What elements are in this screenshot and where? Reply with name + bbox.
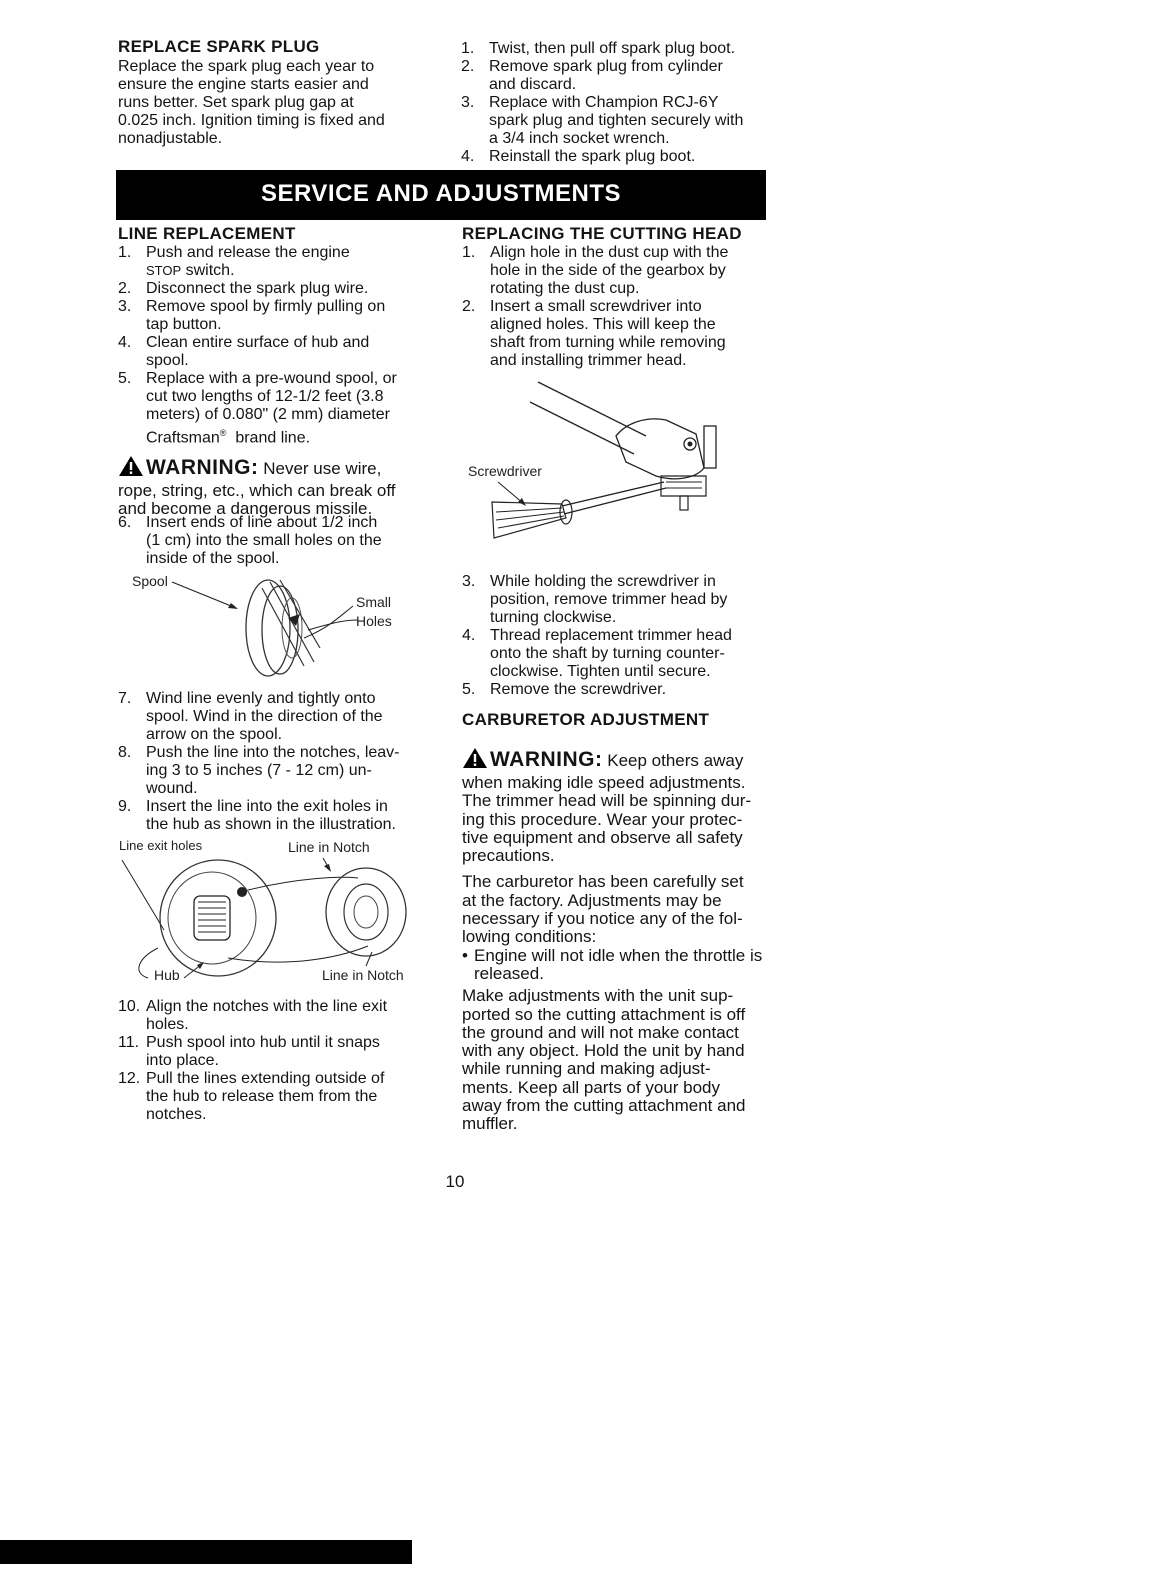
warning-text: when making idle speed adjustments. The trimmer head will be spinning dur- ing this procedure. Wear your protec- tive equipment and observe all safety precautions. (462, 773, 752, 866)
warning-icon (462, 747, 488, 769)
warning-block: WARNING: Keep others away (462, 747, 782, 774)
carburetor-section (462, 710, 782, 1134)
spool-label: Spool (132, 573, 168, 589)
list-item: 1. Push and release the engine STOP switch. (118, 244, 350, 279)
screwdriver-illustration (466, 378, 736, 550)
carburetor-paragraph: Make adjustments with the unit sup- ported so the cutting attachment is off the ground and will not make contact with any object. Hold the unit by hand while running and making adjust- ments. Keep all parts of your body away from the cutting attachment and muffler. (462, 986, 746, 1134)
spool-illustration (128, 568, 418, 683)
replace-spark-plug-section (118, 37, 438, 148)
list-item: 4. Reinstall the spark plug boot. (461, 148, 696, 165)
list-item: 8. Push the line into the notches, leav- ing 3 to 5 inches (7 - 12 cm) un- wound. (118, 744, 400, 797)
list-item: 1. Twist, then pull off spark plug boot. (461, 40, 736, 57)
small-label: Small (356, 594, 392, 610)
list-item: 4. Clean entire surface of hub and spool. (118, 334, 370, 369)
section-body: Replace the spark plug each year to ensure the engine starts easier and runs better. Set spark plug gap at 0.025 inch. Ignition timing is fixed and nonadjustable. (118, 58, 385, 147)
warning-icon (118, 455, 144, 477)
line-in-notch-bottom-label: Line in Notch (322, 967, 404, 983)
line-replacement-steps (118, 244, 438, 447)
list-item: • Engine will not idle when the throttle is released. (462, 945, 763, 983)
warning-label: WARNING: (490, 748, 603, 771)
carburetor-paragraph: The carburetor has been carefully set at the factory. Adjustments may be necessary if you notice any of the fol- lowing conditions: (462, 872, 744, 947)
list-item: 5. Remove the screwdriver. (462, 681, 667, 698)
holes-label: Holes (356, 613, 392, 629)
list-item: 11. Push spool into hub until it snaps into place. (118, 1034, 380, 1069)
list-item: 2. Disconnect the spark plug wire. (118, 280, 369, 297)
list-item: 1. Align hole in the dust cup with the hole in the side of the gearbox by rotating the dust cup. (462, 244, 729, 297)
list-item: 7. Wind line evenly and tightly onto spool. Wind in the direction of the arrow on the spool. (118, 690, 383, 743)
list-item: 3. While holding the screwdriver in position, remove trimmer head by turning clockwise. (462, 573, 728, 626)
list-item: 2. Remove spark plug from cylinder and discard. (461, 58, 723, 93)
section-heading: REPLACING THE CUTTING HEAD (462, 224, 742, 243)
list-item: 9. Insert the line into the exit holes in the hub as shown in the illustration. (118, 798, 396, 833)
line-replacement-steps-10-12 (118, 998, 438, 1124)
list-item: 10. Align the notches with the line exit holes. (118, 998, 388, 1033)
line-exit-holes-label: Line exit holes (119, 838, 203, 853)
warning-block: WARNING: Never use wire, rope, string, etc., which can break off and become a dangerous missile. (118, 455, 438, 518)
line-replacement-step-6 (118, 514, 438, 568)
page-number: 10 (445, 1172, 465, 1191)
hub-illustration (118, 838, 423, 990)
warning-label: WARNING: (146, 456, 259, 479)
list-item: 4. Thread replacement trimmer head onto the shaft by turning counter- clockwise. Tighten until secure. (462, 627, 732, 680)
list-item: 6. Insert ends of line about 1/2 inch (1 cm) into the small holes on the inside of the spool. (118, 514, 382, 567)
list-item: 2. Insert a small screwdriver into aligned holes. This will keep the shaft from turning while removing and installing trimmer head. (462, 298, 726, 369)
section-banner: SERVICE AND ADJUSTMENTS (116, 170, 766, 220)
warning-text: rope, string, etc., which can break off and become a dangerous missile. (118, 481, 396, 518)
list-item: 3. Remove spool by firmly pulling on tap button. (118, 298, 386, 333)
spark-plug-steps (461, 40, 781, 166)
list-item: 3. Replace with Champion RCJ-6Y spark plug and tighten securely with a 3/4 inch socket wrench. (461, 94, 744, 147)
section-heading: LINE REPLACEMENT (118, 224, 296, 243)
list-item: 12. Pull the lines extending outside of the hub to release them from the notches. (118, 1070, 385, 1123)
section-heading: REPLACE SPARK PLUG (118, 37, 320, 56)
bottom-bar (0, 1540, 412, 1564)
list-item: 5. Replace with a pre-wound spool, or cut two lengths of 12-1/2 feet (3.8 meters) of 0.080" (2 mm) diameter Craftsman® brand line. (118, 370, 397, 447)
line-replacement-section (118, 224, 438, 447)
cutting-head-steps-3-5 (462, 573, 782, 699)
hub-label: Hub (154, 967, 180, 983)
line-replacement-steps-7-9 (118, 690, 438, 834)
cutting-head-section (462, 224, 782, 370)
screwdriver-label: Screwdriver (468, 463, 542, 479)
section-heading: CARBURETOR ADJUSTMENT (462, 710, 710, 729)
line-in-notch-top-label: Line in Notch (288, 839, 370, 855)
cutting-head-steps (462, 244, 782, 370)
